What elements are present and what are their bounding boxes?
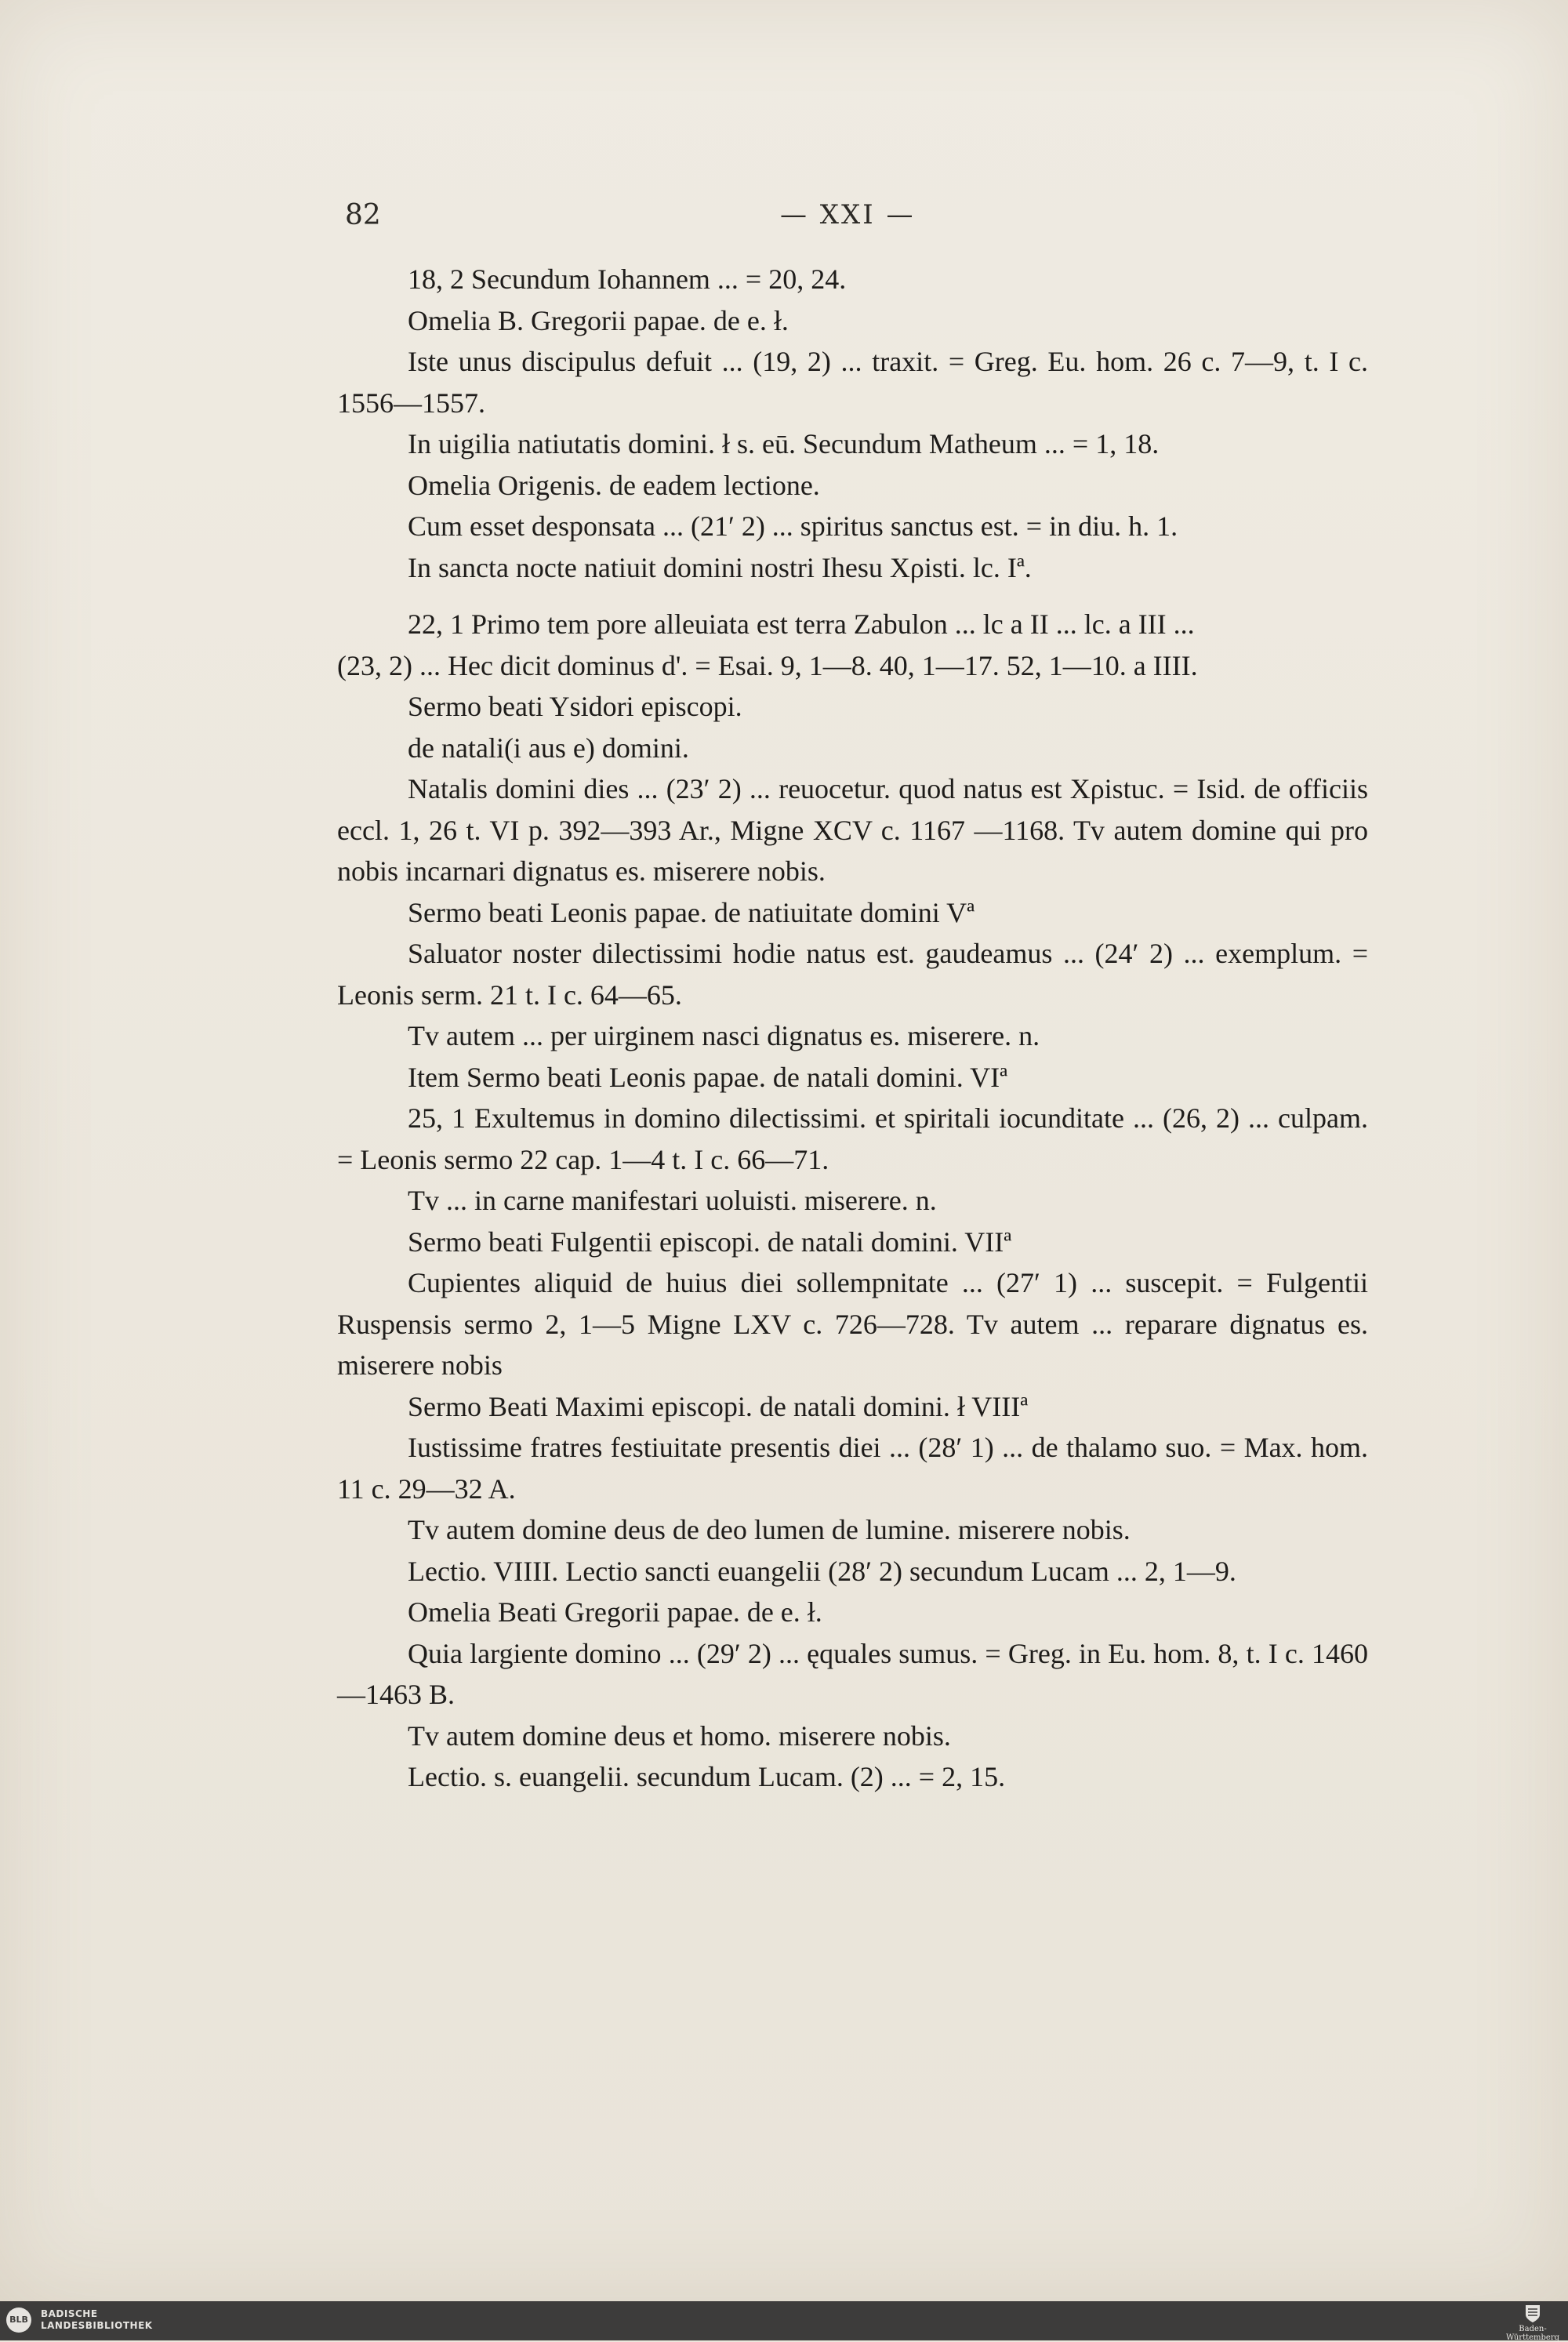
running-head: — XXI — — [780, 199, 916, 231]
state-label: Baden-Württemberg — [1505, 2325, 1560, 2342]
text-line: de natali(i aus e) domini. — [408, 732, 689, 764]
text-line: Cum esset desponsata ... (21′ 2) ... spiritus sanctus est. = in diu. h. 1. — [408, 510, 1178, 542]
library-name-line-2: LANDESBIBLIOTHEK — [41, 2320, 153, 2331]
text-line: Iustissime fratres festiuitate presentis diei ... (28′ 1) ... de thalamo suo. = Max. hom. 11 c. 29—32 A. — [337, 1432, 1368, 1505]
footer-bar — [0, 2301, 1568, 2340]
text-line: In uigilia natiutatis domini. ł s. eū. Secundum Matheum ... = 1, 18. — [408, 428, 1160, 459]
text-line: Quia largiente domino ... (29′ 2) ... ęquales sumus. = Greg. in Eu. hom. 8, t. I c. 1460—1463 B. — [337, 1637, 1368, 1710]
page-number: 82 — [345, 199, 381, 231]
text-line: Tv autem domine deus de deo lumen de lumine. miserere nobis. — [408, 1514, 1131, 1545]
text-line: Tv autem ... per uirginem nasci dignatus es. miserere. n. — [408, 1020, 1040, 1051]
text-line: Omelia Beati Gregorii papae. de e. ł. — [408, 1596, 822, 1628]
text-line: Tv autem domine deus et homo. miserere nobis. — [408, 1719, 951, 1752]
state-coat-of-arms-icon — [1524, 2304, 1541, 2324]
text-line: 22, 1 Primo tem pore alleuiata est terra Zabulon ... lc a II ... lc. a III ... — [408, 608, 1195, 640]
library-name-line-1: BADISCHE — [41, 2308, 98, 2319]
text-line: Sermo beati Leonis papae. de natiuitate domini Vª — [408, 896, 975, 928]
text-line: Saluator noster dilectissimi hodie natus est. gaudeamus ... (24′ 2) ... exemplum. = Leonis serm. 21 t. I c. 64—65. — [337, 938, 1368, 1011]
text-line: Sermo Beati Maximi episcopi. de natali domini. ł VIIIª — [408, 1390, 1029, 1422]
text-line: Cupientes aliquid de huius diei sollempnitate ... (27′ 1) ... suscepit. = Fulgentii Ruspensis sermo 2, 1—5 Migne LXV c. 726—728. Tv autem ... reparare dignatus es. miserere nobis — [337, 1267, 1368, 1381]
text-line: In sancta nocte natiuit domini nostri Ihesu Χρisti. lc. Iª. — [408, 551, 1032, 583]
text-line: Sermo beati Ysidori episcopi. — [408, 691, 742, 722]
library-name — [41, 2308, 153, 2332]
blb-logo-icon: BLB — [6, 2308, 31, 2333]
text-line: 18, 2 Secundum Iohannem ... = 20, 24. — [408, 263, 847, 295]
text-line: Iste unus discipulus defuit ... (19, 2) ... traxit. = Greg. Eu. hom. 26 c. 7—9, t. I c. 1556—1557. — [337, 346, 1368, 419]
body-text — [337, 259, 1368, 1798]
text-line: Omelia Origenis. de eadem lectione. — [408, 469, 820, 501]
text-line: Natalis domini dies ... (23′ 2) ... reuocetur. quod natus est Χρistuc. = Isid. de officiis eccl. 1, 26 t. VI p. 392—393 Ar., Migne XCV c. 1167 —1168. Tv autem domine qui pro nobis incarnari dignatus es. miserere nobis. — [337, 773, 1368, 887]
text-line: Sermo beati Fulgentii episcopi. de natali domini. VIIª — [408, 1225, 1012, 1258]
text-line: Lectio. s. euangelii. secundum Lucam. (2) ... = 2, 15. — [408, 1761, 1006, 1792]
text-line: 25, 1 Exultemus in domino dilectissimi. et spiritali iocunditate ... (26, 2) ... culpam. = Leonis sermo 22 cap. 1—4 t. I c. 66—71. — [337, 1102, 1368, 1175]
page-header — [345, 194, 1364, 241]
text-line: (23, 2) ... Hec dicit dominus d'. = Esai. 9, 1—8. 40, 1—17. 52, 1—10. a IIII. — [337, 649, 1198, 681]
text-line: Tv ... in carne manifestari uoluisti. miserere. n. — [408, 1185, 937, 1216]
text-line: Lectio. VIIII. Lectio sancti euangelii (28′ 2) secundum Lucam ... 2, 1—9. — [408, 1555, 1236, 1587]
text-line: Item Sermo beati Leonis papae. de natali domini. VIª — [408, 1061, 1008, 1093]
baden-wuerttemberg-mark — [1505, 2304, 1560, 2342]
text-line: Omelia B. Gregorii papae. de e. ł. — [408, 304, 789, 336]
